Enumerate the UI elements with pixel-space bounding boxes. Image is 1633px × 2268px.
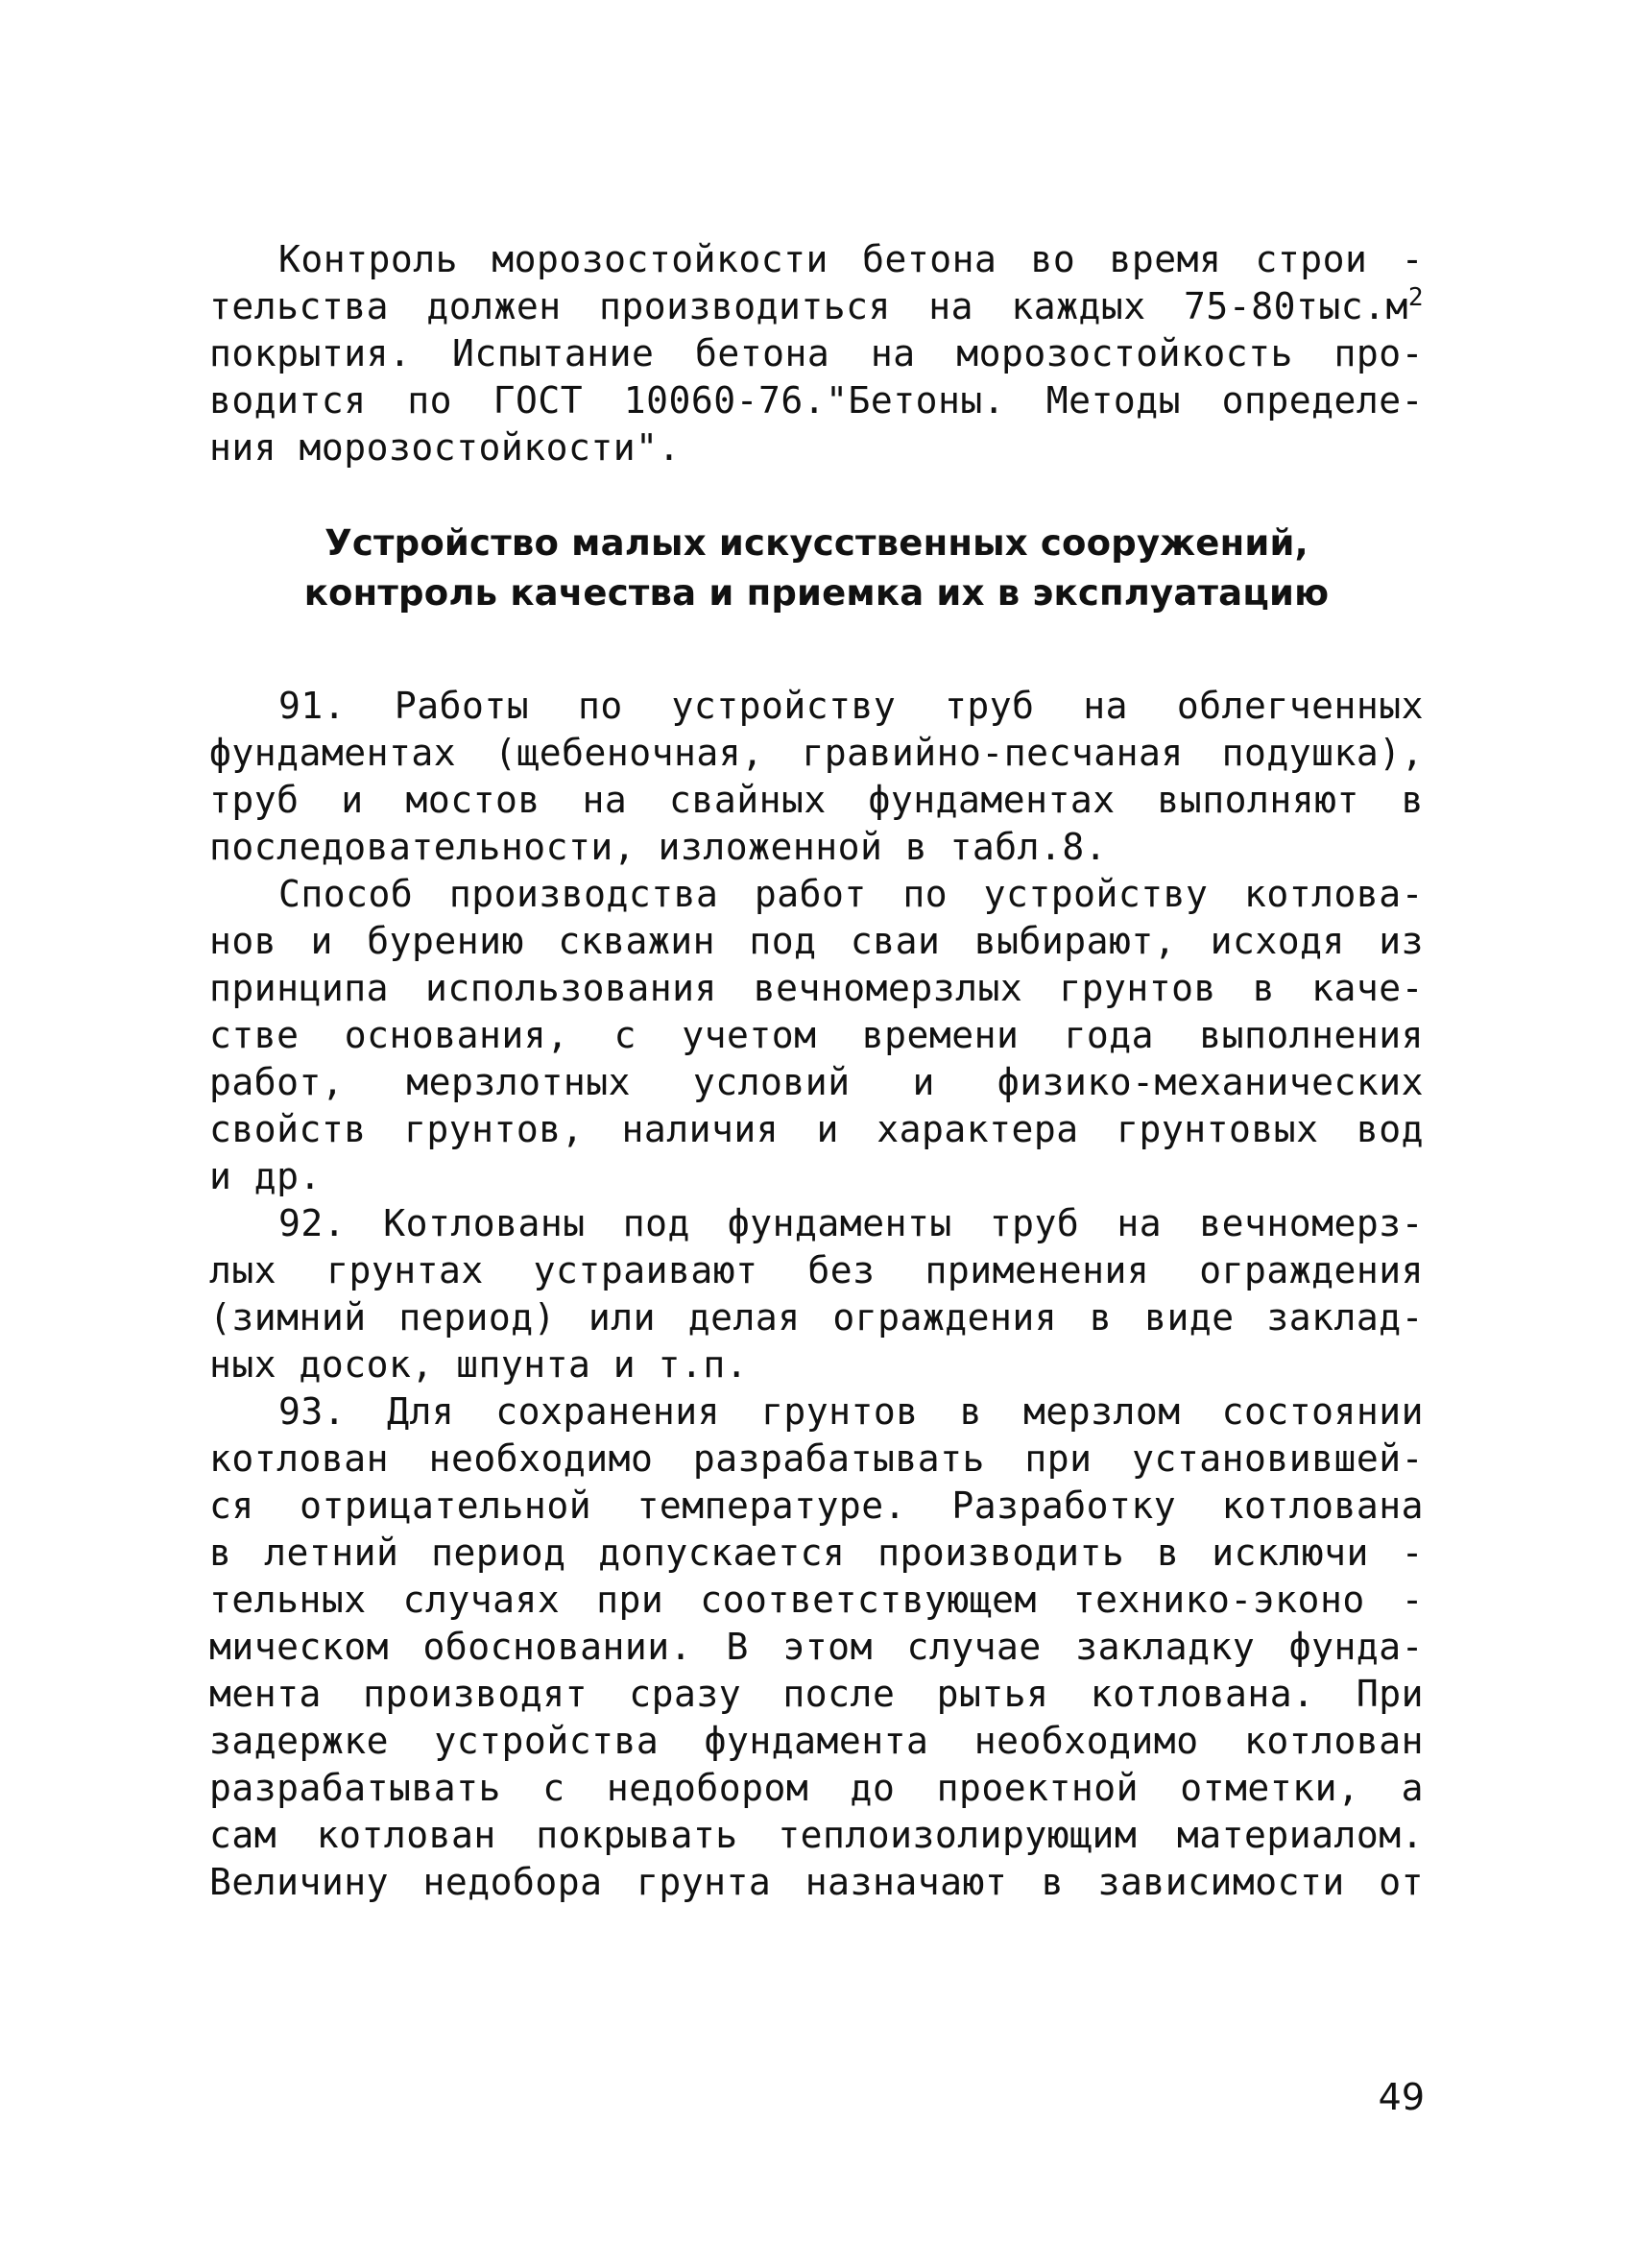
text-line: Контроль морозостойкости бетона во время строи - <box>278 238 1424 280</box>
text-line: ся отрицательной температуре. Разработку котлована <box>209 1484 1424 1527</box>
text-line: Способ производства работ по устройству котлова- <box>278 873 1424 915</box>
text-line: задержке устройства фундамента необходимо котлован <box>209 1720 1424 1762</box>
intro-paragraph <box>209 236 1424 471</box>
text-line: нов и бурению скважин под сваи выбирают, исходя из <box>209 920 1424 962</box>
text-line: и др. <box>209 1155 322 1197</box>
text-line: покрытия. Испытание бетона на морозостойкость про- <box>209 332 1424 374</box>
text-line: сам котлован покрывать теплоизолирующим материалом. <box>209 1814 1424 1856</box>
text-line-content: тельства должен производиться на каждых 75-80тыс.м <box>209 285 1408 327</box>
text-line: разрабатывать с недобором до проектной отметки, а <box>209 1767 1424 1809</box>
text-line: принципа использования вечномерзлых грунтов в каче- <box>209 967 1424 1009</box>
heading-line: контроль качества и приемка их в эксплуатацию <box>303 572 1330 614</box>
body-text <box>209 683 1424 1906</box>
text-line: (зимний период) или делая ограждения в виде заклад- <box>209 1296 1424 1339</box>
text-line: котлован необходимо разрабатывать при установившей- <box>209 1437 1424 1480</box>
text-line: мента производят сразу после рытья котлована. При <box>209 1673 1424 1715</box>
text-line: в летний период допускается производить в исключи - <box>209 1532 1424 1574</box>
text-line: последовательности, изложенной в табл.8. <box>209 826 1108 868</box>
text-line: мическом обосновании. В этом случае закладку фунда- <box>209 1626 1424 1668</box>
text-line: 93. Для сохранения грунтов в мерзлом состоянии <box>278 1390 1424 1433</box>
text-line: Величину недобора грунта назначают в зависимости от <box>209 1861 1424 1903</box>
section-heading <box>209 519 1424 618</box>
text-line: тельных случаях при соответствующем технико-эконо - <box>209 1579 1424 1621</box>
text-line: 91. Работы по устройству труб на облегченных <box>278 685 1424 727</box>
text-line: стве основания, с учетом времени года выполнения <box>209 1014 1424 1056</box>
text-line: труб и мостов на свайных фундаментах выполняют в <box>209 779 1424 821</box>
text-line: работ, мерзлотных условий и физико-механических <box>209 1061 1424 1103</box>
heading-line: Устройство малых искусственных сооружений, <box>324 522 1309 564</box>
text-line: свойств грунтов, наличия и характера грунтовых вод <box>209 1108 1424 1150</box>
text-line: ния морозостойкости". <box>209 426 681 469</box>
text-line <box>209 283 1424 330</box>
text-line: лых грунтах устраивают без применения ограждения <box>209 1249 1424 1291</box>
text-line: фундаментах (щебеночная, гравийно-песчаная подушка), <box>209 732 1424 774</box>
text-line: водится по ГОСТ 10060-76."Бетоны. Методы определе- <box>209 379 1424 422</box>
superscript: 2 <box>1407 283 1424 312</box>
text-line: ных досок, шпунта и т.п. <box>209 1343 749 1386</box>
text-line: 92. Котлованы под фундаменты труб на вечномерз- <box>278 1202 1424 1244</box>
page-number: 49 <box>1378 2076 1425 2118</box>
